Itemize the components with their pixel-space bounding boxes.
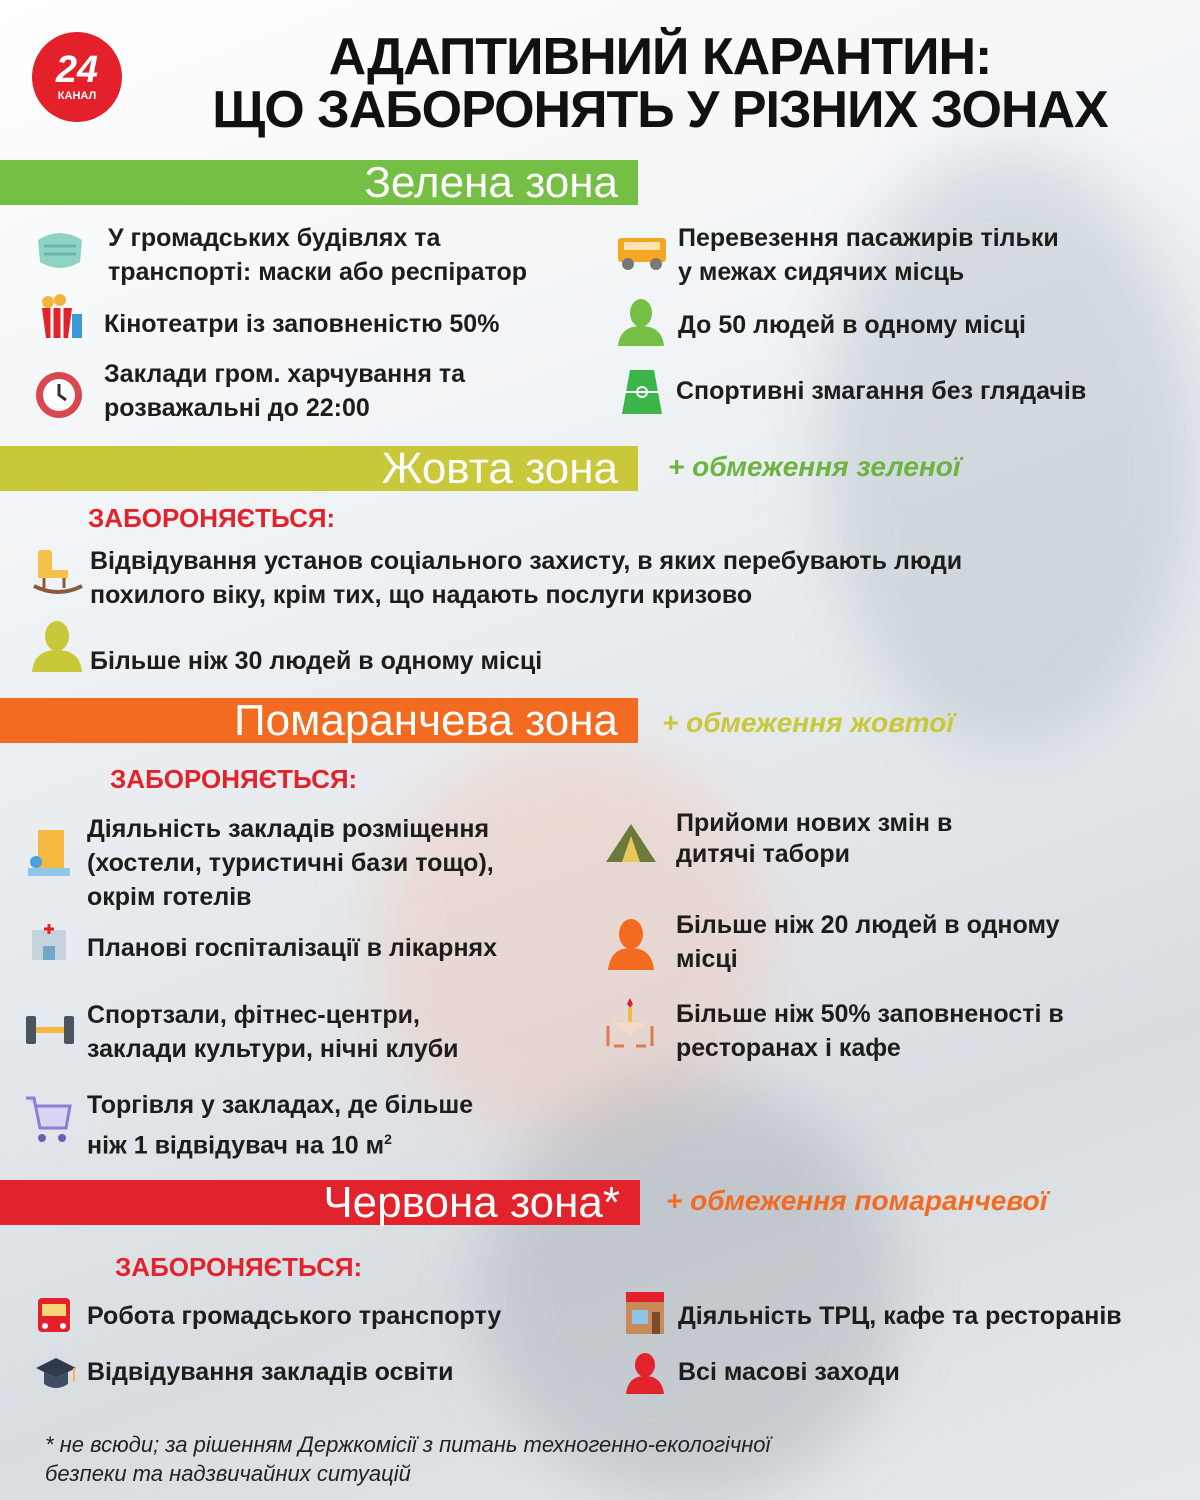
list-item [678,221,1059,289]
list-item [90,644,542,678]
list-item [87,998,459,1066]
red-zone-header [0,1180,640,1225]
item-line: Планові госпіталізації в лікарнях [87,934,498,962]
orange-zone-plus: + обмеження жовтої [662,707,955,738]
red-forbidden-label: ЗАБОРОНЯЄТЬСЯ: [115,1252,363,1282]
list-item [676,374,1086,408]
zone-label: Червона зона* [323,1178,620,1227]
zone-label: Помаранчева зона [234,696,618,745]
clock-icon [34,370,84,420]
list-item [87,931,497,965]
list-item [104,357,465,425]
list-item [678,1299,1122,1333]
orange-zone-header [0,698,638,743]
shop-icon [622,1290,668,1336]
item-line: До 50 людей в одному місці [678,311,1026,339]
item-line: Перевезення пасажирів тільки [678,224,1059,252]
item-line: Спортивні змагання без глядачів [676,377,1087,405]
popcorn-icon [38,294,86,340]
list-item [104,307,499,341]
item-text: ніж 1 відвідувач на 10 м [87,1131,385,1160]
item-line: Спортзали, фітнес-центри, [87,1001,420,1029]
person-icon [624,1352,666,1394]
person-icon [616,298,666,346]
list-item [87,1088,473,1162]
tent-icon [604,822,658,864]
item-line: Торгівля у закладах, де більше [87,1091,474,1119]
item-line: Відвідування закладів освіти [87,1358,454,1386]
footnote [45,1430,770,1488]
dumbbell-icon [24,1012,76,1048]
item-line: заклади культури, нічні клуби [87,1035,459,1063]
list-item [678,1355,900,1389]
item-line: окрім готелів [87,883,252,911]
item-line: Діяльність закладів розміщення [87,815,490,843]
item-line: Всі масові заходи [678,1358,900,1386]
item-line: Більше ніж 30 людей в одному місці [90,647,543,675]
title-line-1: АДАПТИВНИЙ КАРАНТИН: [328,28,992,86]
hotel-icon [26,826,72,878]
footnote-line: * не всюди; за рішенням Держкомісії з питань техногенно-екологічної [45,1432,771,1457]
item-line: (хостели, туристичні бази тощо), [87,849,494,877]
rocking-chair-icon [30,546,84,596]
yellow-zone-plus: + обмеження зеленої [668,451,961,482]
item-line: Діяльність ТРЦ, кафе та ресторанів [678,1302,1122,1330]
green-zone-header [0,160,638,205]
logo-label: КАНАЛ [57,90,97,102]
list-item [87,1355,453,1389]
zone-label: Жовта зона [381,444,618,493]
cart-icon [24,1094,72,1144]
title-line-2: ЩО ЗАБОРОНЯТЬ У РІЗНИХ ЗОНАХ [212,81,1108,139]
yellow-forbidden-label: ЗАБОРОНЯЄТЬСЯ: [88,503,336,533]
item-line: розважальні до 22:00 [104,394,370,422]
item-line: транспорті: маски або респіратор [108,258,527,286]
mask-icon [32,224,88,274]
item-line: Більше ніж 50% заповненості в [676,1000,1064,1028]
restaurant-icon [604,996,656,1048]
item-line: ресторанах і кафе [676,1034,901,1062]
item-line [87,1122,473,1162]
superscript: 2 [384,1131,392,1147]
channel-logo [32,32,122,122]
item-line: У громадських будівлях та [108,224,441,252]
orange-forbidden-label: ЗАБОРОНЯЄТЬСЯ: [110,764,358,794]
list-item [676,908,1060,976]
list-item [676,997,1064,1065]
list-item [87,1299,501,1333]
item-line: місці [676,945,738,973]
item-line: Кінотеатри із заповненістю 50% [104,310,500,338]
red-zone-plus: + обмеження помаранчевої [666,1185,1048,1216]
zone-label: Зелена зона [364,158,618,207]
item-line: Більше ніж 20 людей в одному [676,911,1060,939]
list-item [678,308,1026,342]
list-item [90,544,962,612]
item-line: Відвідування установ соціального захисту, в яких перебувають люди [90,547,963,575]
list-item [87,812,494,914]
item-line: у межах сидячих місць [678,258,965,286]
list-item [676,808,952,870]
yellow-zone-header [0,446,638,491]
item-line: Робота громадського транспорту [87,1302,502,1330]
person-icon [606,918,656,970]
list-item [108,221,527,289]
logo-number: 24 [55,49,99,91]
bus-icon [616,236,670,272]
item-line: Заклади гром. харчування та [104,360,466,388]
item-line: похилого віку, крім тих, що надають послуги кризово [90,581,753,609]
hospital-icon [28,922,70,962]
bus-icon [34,1296,74,1338]
person-icon [30,620,84,672]
item-line: Прийоми нових змін в [676,809,953,837]
stadium-icon [620,368,664,416]
item-line: дитячі табори [676,840,850,868]
graduation-cap-icon [34,1356,78,1392]
footnote-line: безпеки та надзвичайних ситуацій [45,1461,411,1486]
